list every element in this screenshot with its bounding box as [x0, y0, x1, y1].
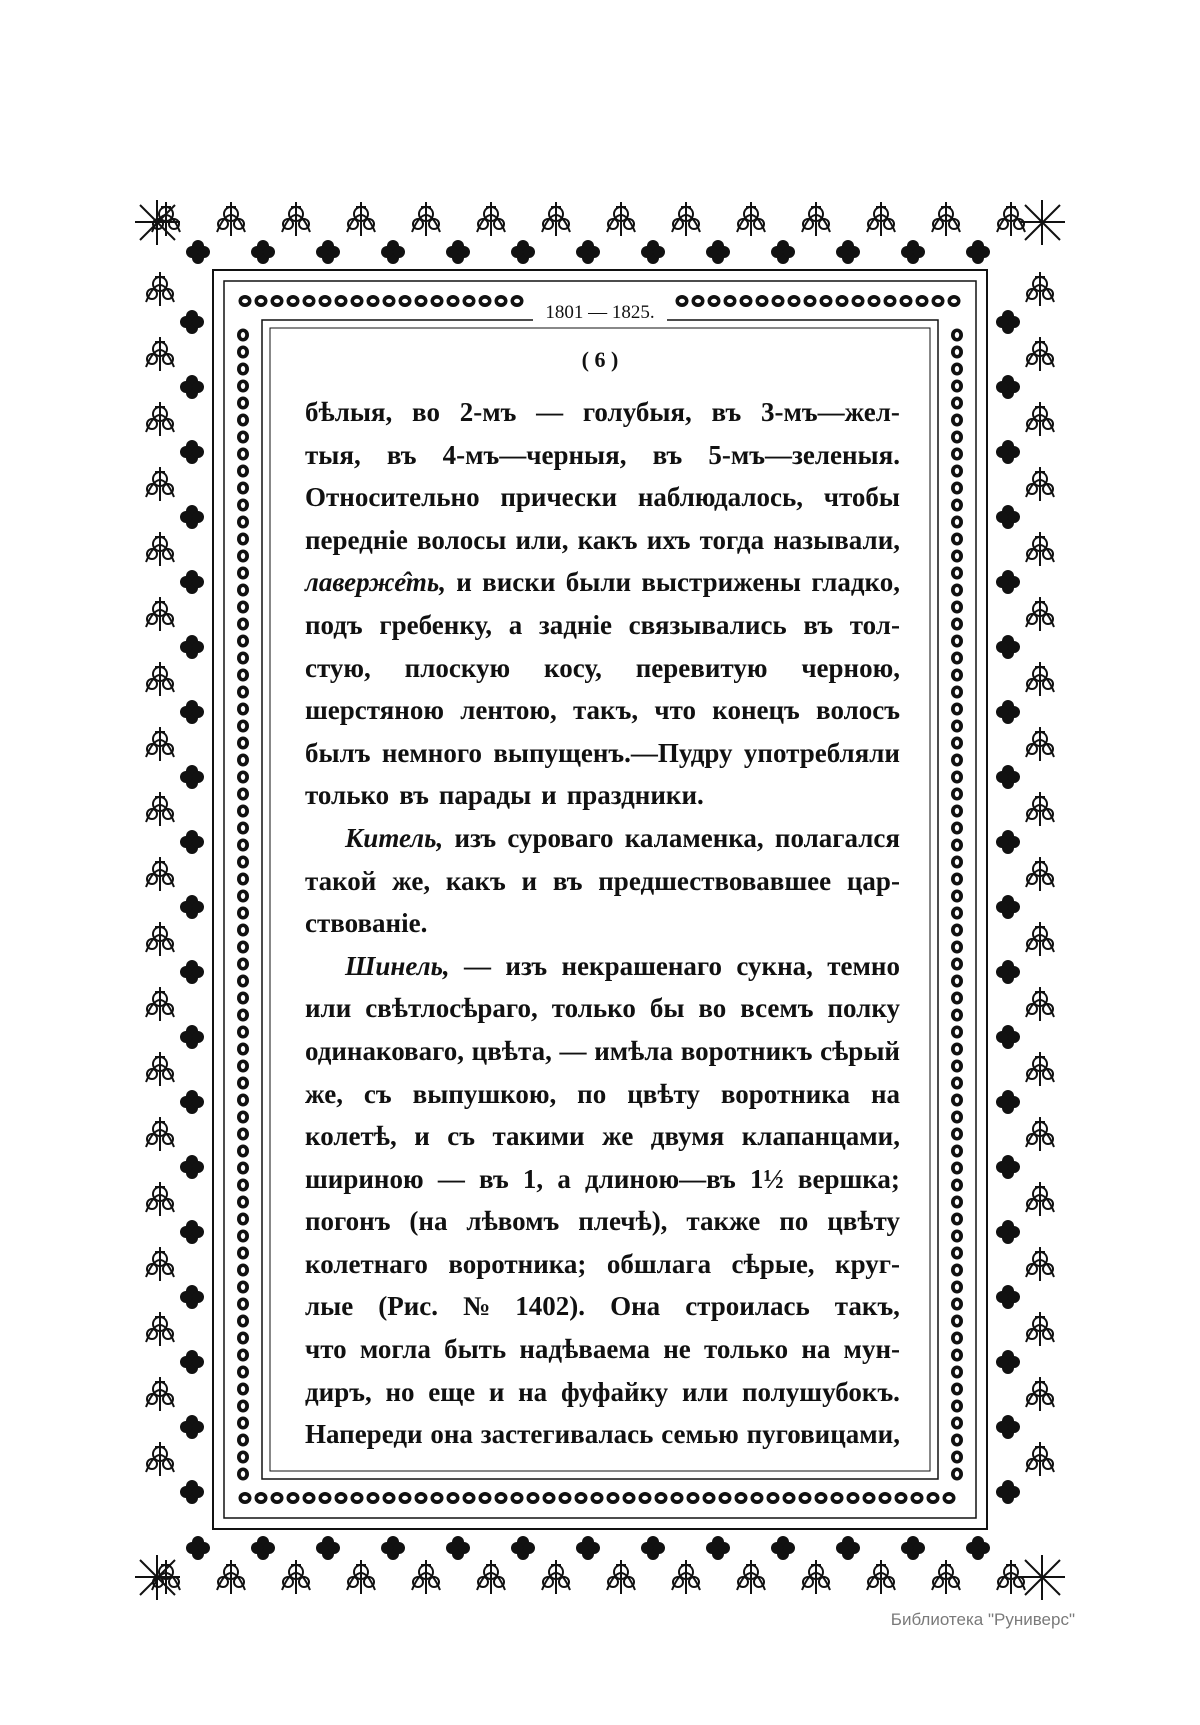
word: цвѣта,	[471, 1035, 552, 1066]
word: клапанцами,	[741, 1121, 900, 1152]
word: и	[456, 567, 472, 598]
word: выстрижены	[641, 567, 801, 598]
word: на	[518, 1376, 548, 1407]
word: а	[557, 1163, 571, 1194]
word: лентою,	[460, 695, 557, 726]
text-line	[305, 774, 900, 817]
word: —	[464, 950, 492, 981]
word: съ	[447, 1121, 475, 1152]
word: такъ,	[572, 695, 639, 726]
text-line	[305, 647, 900, 690]
text-line	[305, 434, 900, 477]
word: всемъ	[740, 993, 814, 1024]
word: но	[385, 1376, 415, 1407]
text-line	[305, 860, 900, 903]
word: вершка;	[797, 1163, 900, 1194]
word: тыя,	[305, 439, 361, 470]
word: воротника	[720, 1078, 850, 1109]
text-line	[305, 1413, 900, 1456]
word: былъ	[305, 737, 371, 768]
text-line	[305, 1030, 900, 1073]
word: фуфайку	[560, 1376, 669, 1407]
word: семью	[661, 1419, 739, 1450]
border-ornaments-left	[146, 272, 204, 1504]
word: бы	[649, 993, 685, 1024]
word: —	[536, 397, 564, 427]
word: черною,	[801, 652, 900, 683]
word: сѣрые,	[731, 1248, 815, 1279]
word: одинаковаго,	[305, 1035, 464, 1066]
word: какъ	[577, 524, 638, 555]
word: (Рис.	[378, 1291, 439, 1322]
page-number: ( 6 )	[581, 347, 619, 372]
word: выпущенъ.—Пудру	[493, 737, 733, 768]
word: ствованiе.	[305, 908, 428, 939]
word: косу,	[544, 652, 602, 683]
text-line	[305, 987, 900, 1030]
word: и	[521, 865, 538, 896]
text-line	[305, 902, 900, 945]
text-line	[305, 604, 900, 647]
word: —	[437, 1163, 465, 1194]
word: —	[559, 1035, 587, 1066]
border-ornaments-bottom	[152, 1536, 1025, 1594]
word: диръ,	[305, 1376, 372, 1407]
word: плечѣ),	[578, 1206, 668, 1237]
word: въ	[652, 439, 683, 470]
word: она	[430, 1419, 473, 1450]
word: строилась	[685, 1291, 810, 1322]
word: связывались	[628, 609, 787, 640]
word: въ	[552, 865, 583, 896]
word: были	[565, 567, 632, 598]
word: погонъ	[305, 1206, 391, 1237]
running-head	[0, 302, 1200, 324]
word: парады	[438, 780, 532, 811]
word: Относительно	[305, 482, 480, 513]
text-line	[305, 689, 900, 732]
word: и	[541, 780, 557, 811]
border-ornaments-top	[152, 202, 1025, 264]
word: какъ	[445, 865, 506, 896]
word: же	[602, 1121, 634, 1152]
word: Напереди	[305, 1419, 423, 1450]
word: изъ	[505, 950, 548, 981]
word: имѣла	[594, 1035, 674, 1066]
word: полку	[827, 993, 900, 1024]
word: въ	[399, 780, 429, 811]
word: быть	[444, 1334, 507, 1365]
text-line	[305, 1285, 900, 1328]
word: тогда	[699, 524, 765, 555]
text-line	[305, 1115, 900, 1158]
word: праздники.	[566, 780, 704, 811]
word: 2-мъ	[459, 397, 517, 427]
word: употребляли	[743, 737, 900, 768]
word: застегивалась	[480, 1419, 654, 1450]
word: волосы	[417, 524, 507, 555]
running-head-dates: 1801 — 1825.	[533, 302, 666, 323]
word: двумя	[650, 1121, 725, 1152]
word: или,	[515, 524, 569, 555]
word: въ	[386, 439, 417, 470]
word: свѣтлосѣраго,	[365, 993, 538, 1024]
word: виски	[482, 567, 556, 598]
word: колетнаго	[305, 1248, 428, 1279]
text-line	[305, 1328, 900, 1371]
word: бѣлыя,	[305, 397, 393, 427]
word: Она	[610, 1291, 661, 1322]
word: называли,	[773, 524, 900, 555]
word: цвѣту	[627, 1078, 700, 1109]
word: шерстяною	[305, 695, 444, 726]
text-line	[305, 817, 900, 860]
text-line	[305, 945, 900, 988]
word: ихъ	[646, 524, 691, 555]
word: голубыя,	[582, 397, 692, 427]
word: также	[686, 1206, 761, 1237]
text-line	[305, 1200, 900, 1243]
word: суроваго	[507, 822, 614, 853]
word: круг-	[835, 1248, 900, 1279]
word: 3-мъ—жел-	[760, 397, 900, 427]
word: не	[663, 1334, 691, 1365]
word: такими	[492, 1121, 585, 1152]
library-watermark: Библиотека "Руниверс"	[890, 1610, 1075, 1629]
word: полушубокъ.	[741, 1376, 900, 1407]
word: или	[681, 1376, 729, 1407]
text-line	[305, 1371, 900, 1414]
text-line	[305, 391, 900, 434]
word: лые	[305, 1291, 354, 1322]
word: такъ,	[834, 1291, 900, 1322]
word: подъ	[305, 609, 363, 640]
word: а	[508, 609, 523, 640]
word: 5-мъ—зеленыя.	[708, 439, 900, 470]
word: въ	[711, 397, 742, 427]
word: некрашенаго	[561, 950, 723, 981]
word: такой	[305, 865, 377, 896]
word: на	[870, 1078, 900, 1109]
word: темно	[827, 950, 900, 981]
word: наблюдалось,	[637, 482, 804, 513]
word: волосъ	[816, 695, 900, 726]
body-text	[305, 391, 900, 1456]
word: гладко,	[811, 567, 900, 598]
word: обшлага	[606, 1248, 712, 1279]
word: надѣваема	[519, 1334, 651, 1365]
word: же,	[305, 1078, 343, 1109]
word: еще	[428, 1376, 476, 1407]
word: воротникъ	[680, 1035, 813, 1066]
word: немного	[381, 737, 482, 768]
word: только	[703, 1334, 789, 1365]
word: цвѣту	[827, 1206, 900, 1237]
word: въ	[803, 609, 834, 640]
word: по	[779, 1206, 809, 1237]
word: воротника;	[448, 1248, 587, 1279]
word: 1402).	[515, 1291, 586, 1322]
text-line	[305, 1158, 900, 1201]
word: въ	[479, 1163, 509, 1194]
word: 4-мъ—черныя,	[442, 439, 627, 470]
word: цар-	[846, 865, 900, 896]
word: стую,	[305, 652, 371, 683]
text-line	[305, 519, 900, 562]
word: чтобы	[823, 482, 900, 513]
word: съ	[363, 1078, 392, 1109]
word: лаверже̂ть,	[305, 567, 446, 598]
word: перевитую	[635, 652, 768, 683]
word: колетѣ,	[305, 1121, 397, 1152]
word: №	[463, 1291, 491, 1322]
word: изъ	[454, 822, 497, 853]
word: же,	[392, 865, 431, 896]
word: конецъ	[712, 695, 800, 726]
word: и	[488, 1376, 505, 1407]
word: полагался	[774, 822, 900, 853]
word: только	[305, 780, 390, 811]
word: Китель,	[345, 822, 444, 853]
word: сѣрый	[820, 1035, 900, 1066]
word: длиною—въ	[585, 1163, 736, 1194]
word: 1½	[749, 1163, 784, 1194]
word: переднiе	[305, 524, 408, 555]
word: шириною	[305, 1163, 424, 1194]
word: гребенку,	[379, 609, 493, 640]
word: Шинель,	[345, 950, 450, 981]
word: что	[305, 1334, 347, 1365]
word: (на	[409, 1206, 448, 1237]
text-line	[305, 1073, 900, 1116]
word: тол-	[849, 609, 900, 640]
word: лѣвомъ	[466, 1206, 560, 1237]
border-ornaments-right	[996, 272, 1054, 1504]
word: во	[412, 397, 440, 427]
word: выпушкою,	[412, 1078, 557, 1109]
word: на	[801, 1334, 831, 1365]
word: только	[551, 993, 636, 1024]
text-line	[305, 561, 900, 604]
text-line	[305, 732, 900, 775]
word: или	[305, 993, 352, 1024]
word: 1,	[522, 1163, 544, 1194]
word: что	[654, 695, 696, 726]
word: по	[577, 1078, 607, 1109]
word: пуговицами,	[746, 1419, 900, 1450]
word: предшествовавшее	[598, 865, 832, 896]
word: плоскую	[404, 652, 511, 683]
word: и	[414, 1121, 430, 1152]
text-line	[305, 476, 900, 519]
word: сукна,	[736, 950, 813, 981]
word: каламенка,	[624, 822, 764, 853]
word: прически	[500, 482, 618, 513]
word: мун-	[843, 1334, 900, 1365]
word: во	[698, 993, 727, 1024]
word: заднiе	[538, 609, 612, 640]
text-line	[305, 1243, 900, 1286]
word: могла	[359, 1334, 431, 1365]
